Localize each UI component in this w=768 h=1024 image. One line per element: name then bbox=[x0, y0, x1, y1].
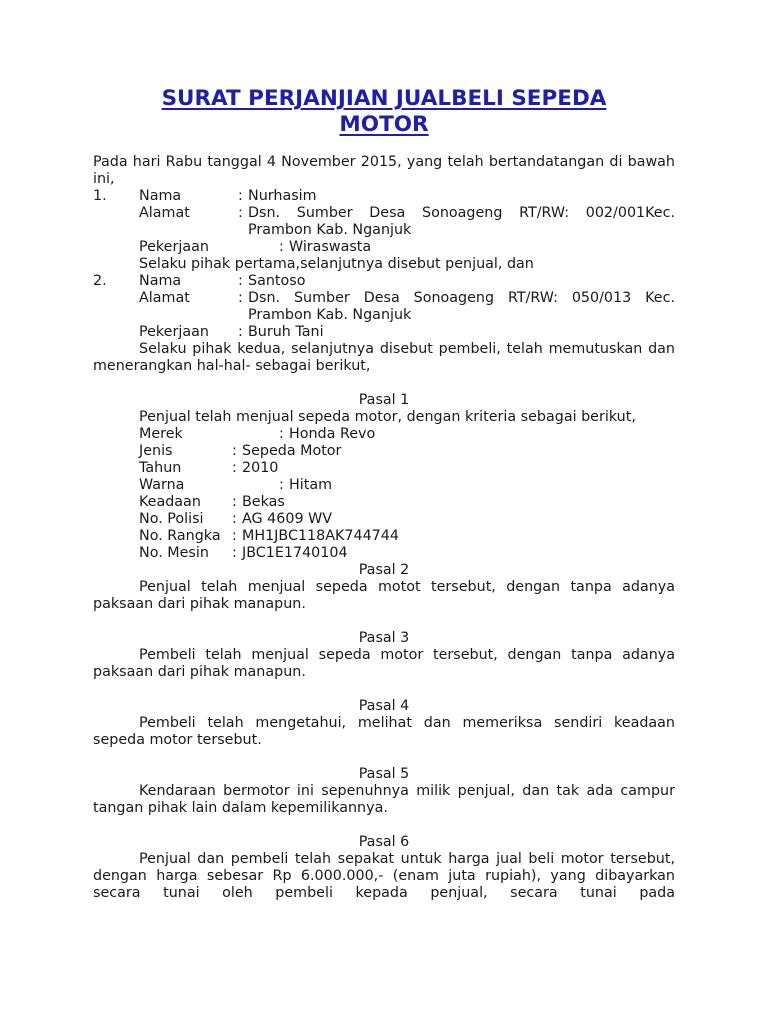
criteria-label: Merek bbox=[139, 426, 183, 442]
colon: : bbox=[232, 460, 237, 476]
colon: : bbox=[232, 511, 237, 527]
pasal-6-heading: Pasal 6 bbox=[358, 834, 410, 850]
party2-address-cont bbox=[93, 307, 675, 324]
criteria-value: Hitam bbox=[289, 477, 333, 493]
pasal-3-heading: Pasal 3 bbox=[358, 630, 410, 646]
field-label: Alamat bbox=[139, 290, 190, 306]
document-title bbox=[0, 86, 768, 138]
pasal-5-heading: Pasal 5 bbox=[358, 766, 410, 782]
pasal-2-heading: Pasal 2 bbox=[358, 562, 410, 578]
party1-job-row bbox=[93, 239, 675, 256]
criteria-value: 2010 bbox=[242, 460, 279, 476]
colon: : bbox=[232, 528, 237, 544]
party-number: 1. bbox=[93, 188, 107, 204]
field-value: Dsn. Sumber Desa Sonoageng RT/RW: 050/013 Kec. bbox=[248, 290, 675, 306]
colon: : bbox=[232, 494, 237, 510]
party-number: 2. bbox=[93, 273, 107, 289]
criteria-value: JBC1E1740104 bbox=[242, 545, 348, 561]
party2-name-row bbox=[93, 273, 675, 290]
field-label: Nama bbox=[139, 273, 182, 289]
criteria-row bbox=[93, 494, 675, 511]
criteria-label: No. Polisi bbox=[139, 511, 204, 527]
field-value: Santoso bbox=[248, 273, 306, 289]
pasal-6-text: Penjual dan pembeli telah sepakat untuk harga jual beli motor tersebut, dengan harga sebesar Rp 6.000.000,- (enam juta rupiah), yang dibayarkan secara tunai oleh pembeli kepada penjual, secara tunai pada bbox=[93, 851, 675, 901]
colon: : bbox=[238, 290, 243, 306]
criteria-label: Jenis bbox=[139, 443, 173, 459]
pasal-1-text: Penjual telah menjual sepeda motor, dengan kriteria sebagai berikut, bbox=[139, 409, 636, 425]
colon: : bbox=[232, 545, 237, 561]
pasal-4-text: Pembeli telah mengetahui, melihat dan memeriksa sendiri keadaan sepeda motor tersebut. bbox=[93, 715, 675, 748]
criteria-label: No. Mesin bbox=[139, 545, 209, 561]
intro-paragraph: Pada hari Rabu tanggal 4 November 2015, yang telah bertandatangan di bawah ini, bbox=[93, 154, 675, 187]
field-value: Dsn. Sumber Desa Sonoageng RT/RW: 002/001Kec. bbox=[248, 205, 675, 221]
party2-role: Selaku pihak kedua, selanjutnya disebut pembeli, telah memutuskan dan menerangkan hal-hal- sebagai berikut, bbox=[93, 341, 675, 374]
party1-name-row bbox=[93, 188, 675, 205]
title-line-2: MOTOR bbox=[339, 112, 429, 137]
criteria-value: Sepeda Motor bbox=[242, 443, 342, 459]
field-value: Prambon Kab. Nganjuk bbox=[248, 222, 412, 238]
criteria-value: Bekas bbox=[242, 494, 285, 510]
party1-address-row bbox=[93, 205, 675, 222]
colon: : bbox=[279, 477, 284, 493]
field-label: Nama bbox=[139, 188, 182, 204]
field-label: Alamat bbox=[139, 205, 190, 221]
field-value: Nurhasim bbox=[248, 188, 317, 204]
criteria-label: No. Rangka bbox=[139, 528, 221, 544]
field-label: Pekerjaan bbox=[139, 324, 209, 340]
party2-job-row bbox=[93, 324, 675, 341]
criteria-value: Honda Revo bbox=[289, 426, 376, 442]
party1-address-cont bbox=[93, 222, 675, 239]
pasal-1-heading: Pasal 1 bbox=[358, 392, 410, 408]
document-body bbox=[93, 154, 675, 902]
colon: : bbox=[279, 239, 284, 255]
colon: : bbox=[232, 443, 237, 459]
colon: : bbox=[238, 205, 243, 221]
criteria-row bbox=[93, 511, 675, 528]
colon: : bbox=[238, 273, 243, 289]
pasal-5-text: Kendaraan bermotor ini sepenuhnya milik penjual, dan tak ada campur tangan pihak lain dalam kepemilikannya. bbox=[93, 783, 675, 816]
criteria-label: Keadaan bbox=[139, 494, 201, 510]
criteria-label: Warna bbox=[139, 477, 185, 493]
pasal-2-text: Penjual telah menjual sepeda motot tersebut, dengan tanpa adanya paksaan dari pihak manapun. bbox=[93, 579, 675, 612]
criteria-row bbox=[93, 477, 675, 494]
party1-role: Selaku pihak pertama,selanjutnya disebut penjual, dan bbox=[139, 256, 534, 272]
field-value: Wiraswasta bbox=[289, 239, 372, 255]
criteria-label: Tahun bbox=[139, 460, 182, 476]
field-label: Pekerjaan bbox=[139, 239, 209, 255]
criteria-row bbox=[93, 443, 675, 460]
criteria-row bbox=[93, 460, 675, 477]
criteria-value: AG 4609 WV bbox=[242, 511, 332, 527]
criteria-row bbox=[93, 545, 675, 562]
criteria-value: MH1JBC118AK744744 bbox=[242, 528, 399, 544]
field-value: Prambon Kab. Nganjuk bbox=[248, 307, 412, 323]
pasal-4-heading: Pasal 4 bbox=[358, 698, 410, 714]
field-value: Buruh Tani bbox=[248, 324, 324, 340]
criteria-row bbox=[93, 528, 675, 545]
colon: : bbox=[238, 188, 243, 204]
party2-address-row bbox=[93, 290, 675, 307]
criteria-row bbox=[93, 426, 675, 443]
colon: : bbox=[279, 426, 284, 442]
pasal-3-text: Pembeli telah menjual sepeda motor tersebut, dengan tanpa adanya paksaan dari pihak manapun. bbox=[93, 647, 675, 680]
title-line-1: SURAT PERJANJIAN JUALBELI SEPEDA bbox=[161, 86, 607, 111]
colon: : bbox=[238, 324, 243, 340]
